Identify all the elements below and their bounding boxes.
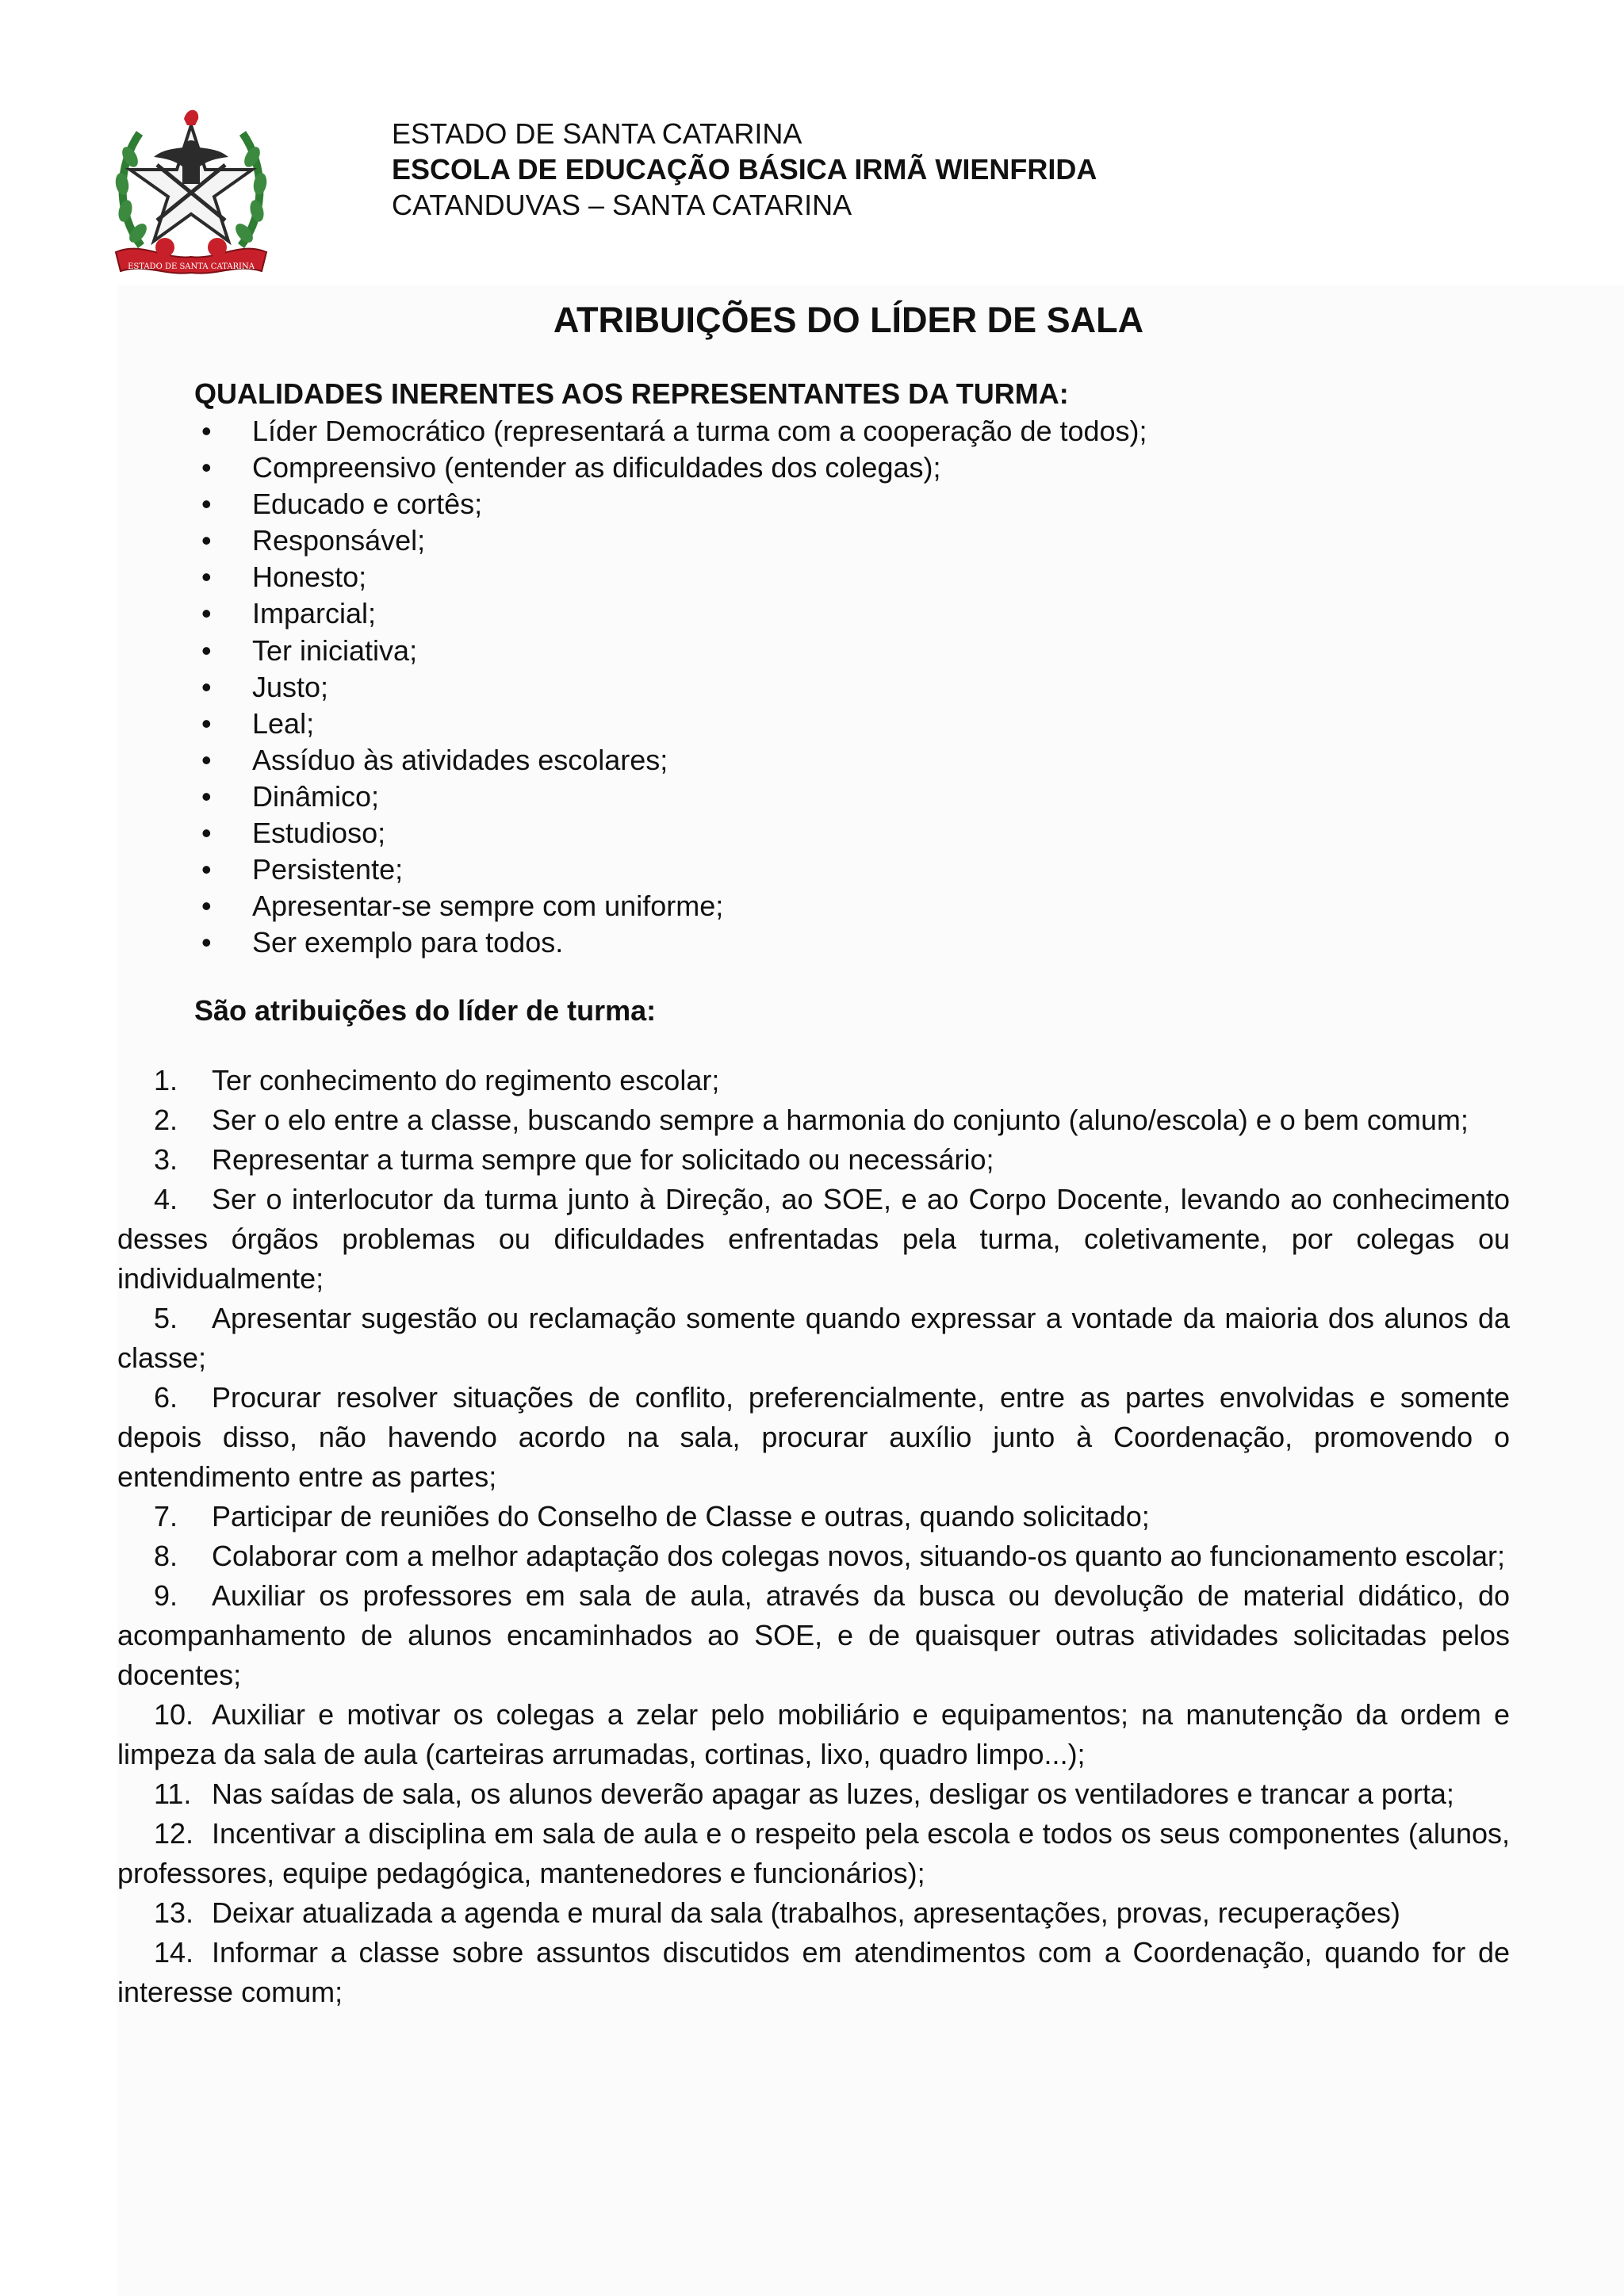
bullet-icon: • <box>201 633 212 667</box>
document-title: ATRIBUIÇÕES DO LÍDER DE SALA <box>553 300 1144 340</box>
item-number: 12. <box>154 1817 194 1850</box>
coat-of-arms-icon <box>109 101 273 281</box>
quality-text: Líder Democrático (representará a turma com a cooperação de todos); <box>252 415 1147 447</box>
list-item <box>194 522 1147 559</box>
list-item <box>117 1497 1510 1536</box>
item-number: 9. <box>154 1579 178 1612</box>
bullet-icon: • <box>201 561 212 594</box>
item-text: Ter conhecimento do regimento escolar; <box>212 1064 720 1096</box>
item-text: Auxiliar e motivar os colegas a zelar pelo mobiliário e equipamentos; na manutenção da ordem e limpeza da sala de aula (carteiras arrumadas, cortinas, lixo, quadro limpo...); <box>117 1698 1510 1770</box>
list-item <box>194 779 1147 815</box>
quality-text: Ter iniciativa; <box>252 633 418 667</box>
item-text: Auxiliar os professores em sala de aula, através da busca ou devolução de material didático, do acompanhamento de alunos encaminhados ao SOE, e de quaisquer outras atividades solicitadas pelos docentes; <box>117 1579 1510 1691</box>
bullet-icon: • <box>201 890 212 923</box>
quality-text: Educado e cortês; <box>252 488 483 521</box>
quality-text: Assíduo às atividades escolares; <box>252 743 668 776</box>
bullet-icon: • <box>201 926 212 959</box>
bullet-icon: • <box>201 743 212 776</box>
list-item <box>117 1536 1510 1576</box>
item-text: Apresentar sugestão ou reclamação somente quando expressar a vontade da maioria dos alunos da classe; <box>117 1302 1510 1374</box>
attributions-list <box>117 1061 1510 2012</box>
list-item <box>117 1061 1510 1100</box>
list-item <box>194 815 1147 851</box>
quality-text: Leal; <box>252 706 315 740</box>
bullet-icon: • <box>201 597 212 630</box>
list-item <box>117 1576 1510 1695</box>
list-item <box>194 742 1147 779</box>
state-name: ESTADO DE SANTA CATARINA <box>392 117 802 150</box>
bullet-icon: • <box>201 817 212 850</box>
item-number: 13. <box>154 1896 194 1929</box>
qualities-heading: QUALIDADES INERENTES AOS REPRESENTANTES DA TURMA: <box>194 377 1069 410</box>
bullet-icon: • <box>201 524 212 557</box>
quality-text: Estudioso; <box>252 817 386 850</box>
list-item <box>194 633 1147 669</box>
item-number: 8. <box>154 1540 178 1572</box>
quality-text: Responsável; <box>252 524 426 557</box>
bullet-icon: • <box>201 451 212 484</box>
list-item <box>117 1893 1510 1933</box>
quality-text: Apresentar-se sempre com uniforme; <box>252 890 724 923</box>
list-item <box>194 706 1147 742</box>
item-number: 7. <box>154 1500 178 1533</box>
quality-text: Persistente; <box>252 853 404 886</box>
item-text: Nas saídas de sala, os alunos deverão apagar as luzes, desligar os ventiladores e trancar a porta; <box>212 1777 1454 1810</box>
bullet-icon: • <box>201 853 212 886</box>
list-item <box>194 595 1147 632</box>
quality-text: Dinâmico; <box>252 779 380 813</box>
list-item <box>194 924 1147 961</box>
list-item <box>117 1378 1510 1497</box>
list-item <box>117 1774 1510 1814</box>
item-text: Colaborar com a melhor adaptação dos colegas novos, situando-os quanto ao funcionamento escolar; <box>212 1540 1506 1572</box>
bullet-icon: • <box>201 779 212 813</box>
list-item <box>194 450 1147 486</box>
list-item <box>194 851 1147 888</box>
item-number: 5. <box>154 1302 178 1334</box>
bullet-icon: • <box>201 488 212 521</box>
list-item <box>194 669 1147 706</box>
item-text: Procurar resolver situações de conflito, preferencialmente, entre as partes envolvidas e somente depois disso, não havendo acordo na sala, procurar auxílio junto à Coordenação, promovendo o entendimento entre as partes; <box>117 1381 1510 1493</box>
item-text: Ser o interlocutor da turma junto à Direção, ao SOE, e ao Corpo Docente, levando ao conhecimento desses órgãos problemas ou dificuldades enfrentadas pela turma, coletivamente, por colegas ou individualmente; <box>117 1183 1510 1295</box>
item-number: 6. <box>154 1381 178 1414</box>
item-text: Informar a classe sobre assuntos discutidos em atendimentos com a Coordenação, quando for de interesse comum; <box>117 1936 1510 2008</box>
list-item <box>194 559 1147 595</box>
list-item <box>117 1100 1510 1140</box>
item-text: Deixar atualizada a agenda e mural da sala (trabalhos, apresentações, provas, recuperações) <box>212 1896 1400 1929</box>
quality-text: Compreensivo (entender as dificuldades dos colegas); <box>252 451 941 484</box>
list-item <box>117 1299 1510 1378</box>
item-number: 2. <box>154 1104 178 1136</box>
quality-text: Justo; <box>252 670 329 703</box>
list-item <box>117 1814 1510 1893</box>
item-number: 1. <box>154 1064 178 1096</box>
list-item <box>117 1180 1510 1299</box>
item-number: 4. <box>154 1183 178 1215</box>
bullet-icon: • <box>201 670 212 703</box>
item-text: Representar a turma sempre que for solicitado ou necessário; <box>212 1143 994 1176</box>
list-item <box>117 1140 1510 1180</box>
bullet-icon: • <box>201 415 212 447</box>
list-item <box>194 413 1147 450</box>
quality-text: Imparcial; <box>252 597 377 630</box>
item-text: Ser o elo entre a classe, buscando sempre a harmonia do conjunto (aluno/escola) e o bem comum; <box>212 1104 1469 1136</box>
item-number: 10. <box>154 1698 194 1731</box>
item-number: 11. <box>154 1777 192 1810</box>
item-number: 14. <box>154 1936 194 1969</box>
coat-ribbon-text: ESTADO DE SANTA CATARINA <box>128 262 255 271</box>
qualities-list <box>194 413 1147 961</box>
item-text: Participar de reuniões do Conselho de Classe e outras, quando solicitado; <box>212 1500 1150 1533</box>
school-header <box>392 116 1097 223</box>
list-item <box>194 486 1147 522</box>
item-number: 3. <box>154 1143 178 1176</box>
attributions-heading: São atribuições do líder de turma: <box>194 994 657 1027</box>
item-text: Incentivar a disciplina em sala de aula e o respeito pela escola e todos os seus componentes (alunos, professores, equipe pedagógica, mantenedores e funcionários); <box>117 1817 1510 1889</box>
list-item <box>117 1933 1510 2012</box>
school-name: ESCOLA DE EDUCAÇÃO BÁSICA IRMÃ WIENFRIDA <box>392 153 1097 186</box>
quality-text: Honesto; <box>252 561 367 594</box>
school-city: CATANDUVAS – SANTA CATARINA <box>392 189 852 221</box>
bullet-icon: • <box>201 706 212 740</box>
quality-text: Ser exemplo para todos. <box>252 926 564 959</box>
list-item <box>194 888 1147 924</box>
list-item <box>117 1695 1510 1774</box>
